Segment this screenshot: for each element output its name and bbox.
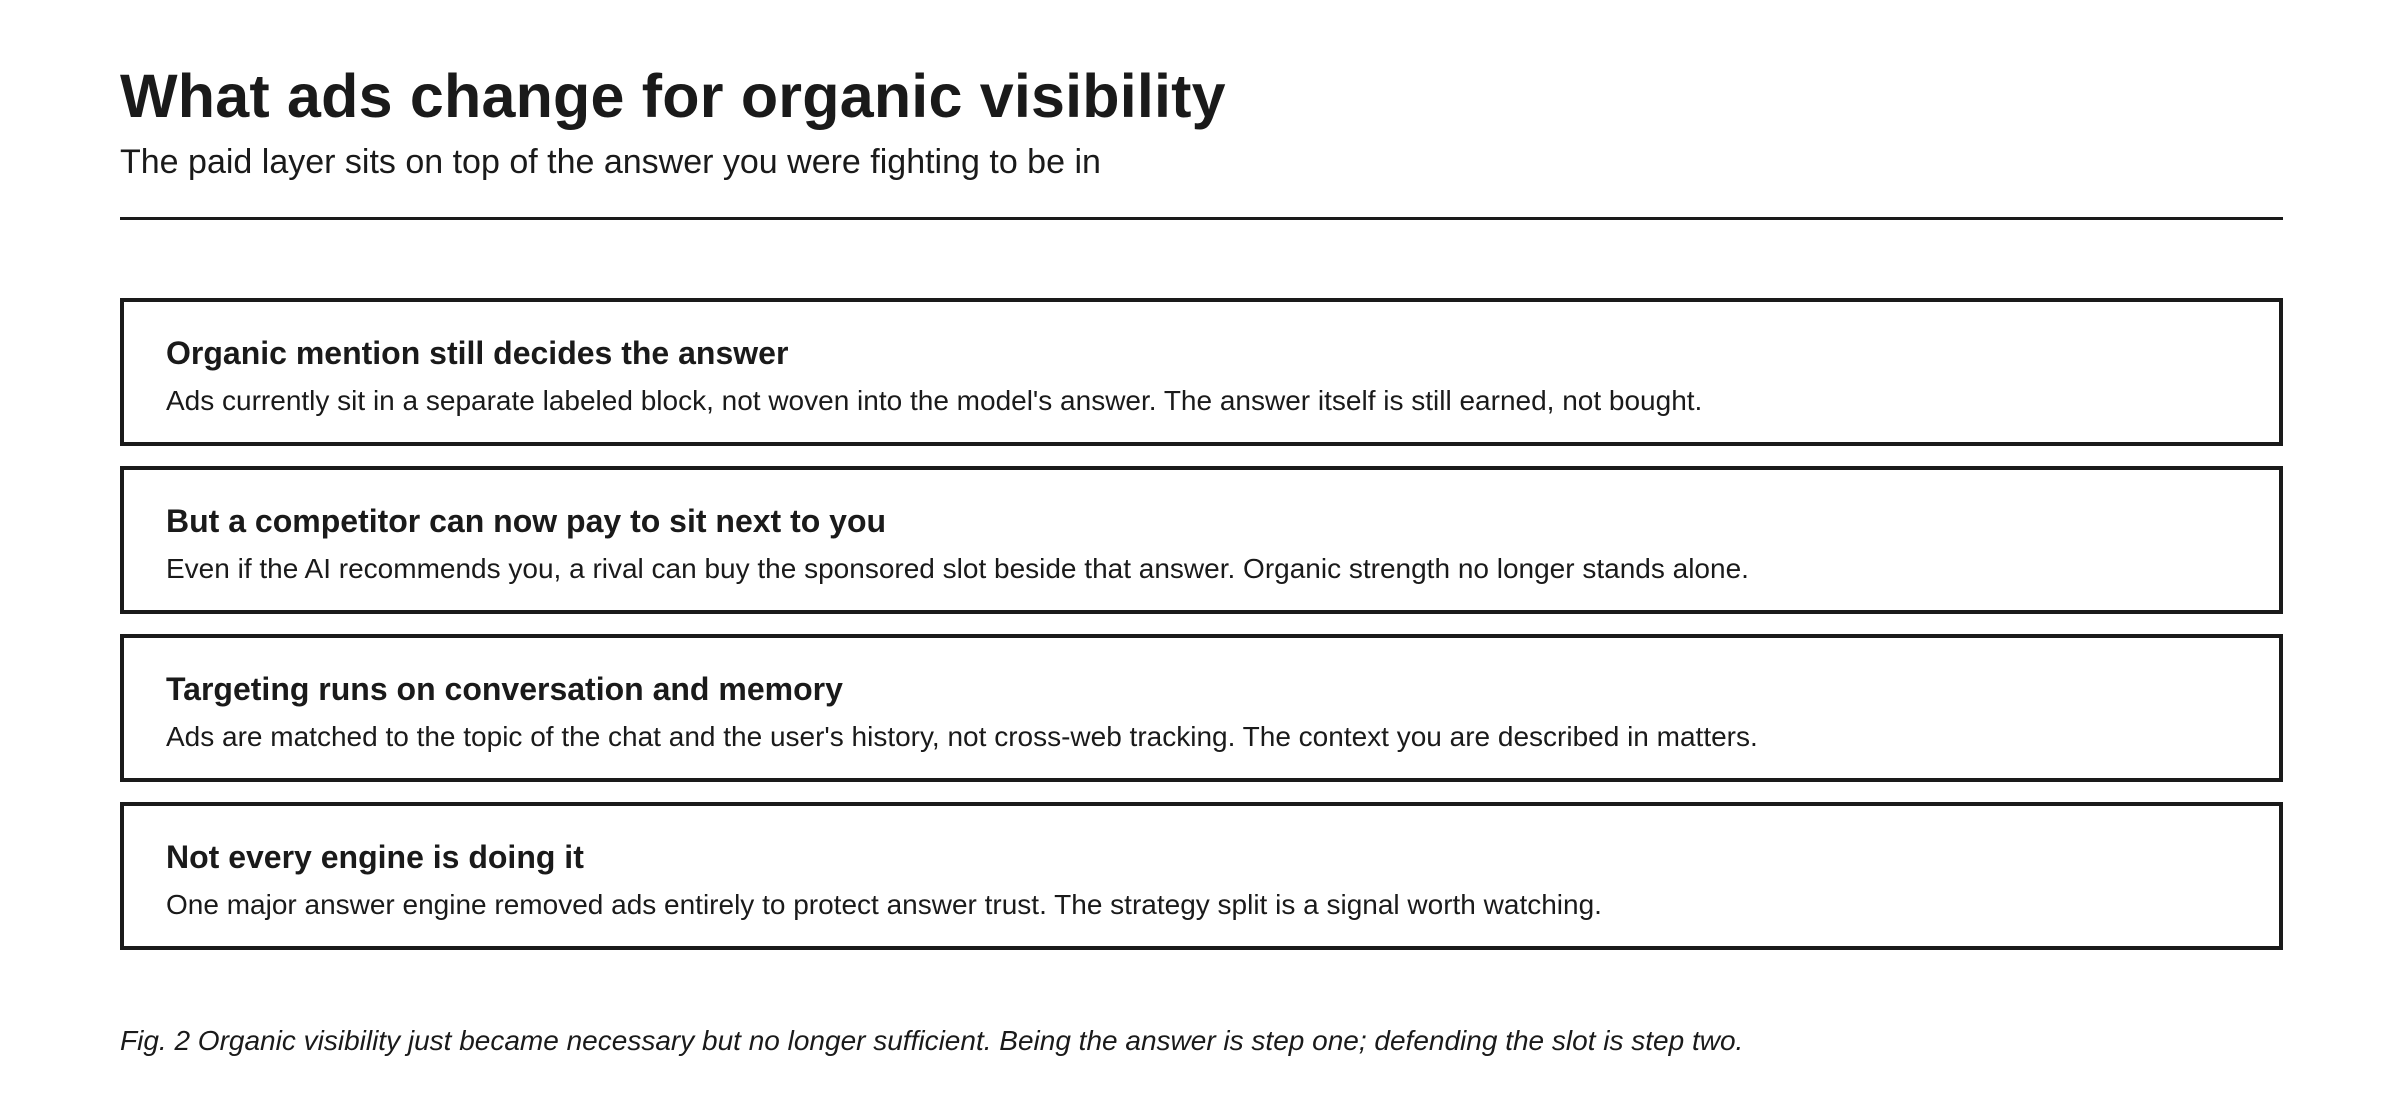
card-body: Ads currently sit in a separate labeled block, not woven into the model's answer. The answer itself is still earned, not bought.	[166, 385, 1703, 416]
page-title: What ads change for organic visibility	[120, 62, 1226, 130]
card-body: Ads are matched to the topic of the chat and the user's history, not cross-web tracking. The context you are described in matters.	[166, 721, 1758, 752]
card-heading: Organic mention still decides the answer	[166, 335, 789, 371]
card-heading: Targeting runs on conversation and memory	[166, 671, 843, 707]
card-heading: But a competitor can now pay to sit next to you	[166, 503, 887, 539]
card-organic-mention	[120, 298, 2283, 446]
card-targeting	[120, 634, 2283, 782]
header-divider	[120, 217, 2283, 220]
figure-caption: Fig. 2 Organic visibility just became necessary but no longer sufficient. Being the answer is step one; defending the slot is step two.	[120, 1025, 1744, 1056]
card-heading: Not every engine is doing it	[166, 839, 584, 875]
card-body: One major answer engine removed ads entirely to protect answer trust. The strategy split is a signal worth watching.	[166, 889, 1602, 920]
card-not-every-engine	[120, 802, 2283, 950]
page-subtitle: The paid layer sits on top of the answer you were fighting to be in	[120, 143, 1101, 181]
card-competitor-slot	[120, 466, 2283, 614]
card-body: Even if the AI recommends you, a rival can buy the sponsored slot beside that answer. Organic strength no longer stands alone.	[166, 553, 1749, 584]
card-list	[120, 298, 2283, 970]
